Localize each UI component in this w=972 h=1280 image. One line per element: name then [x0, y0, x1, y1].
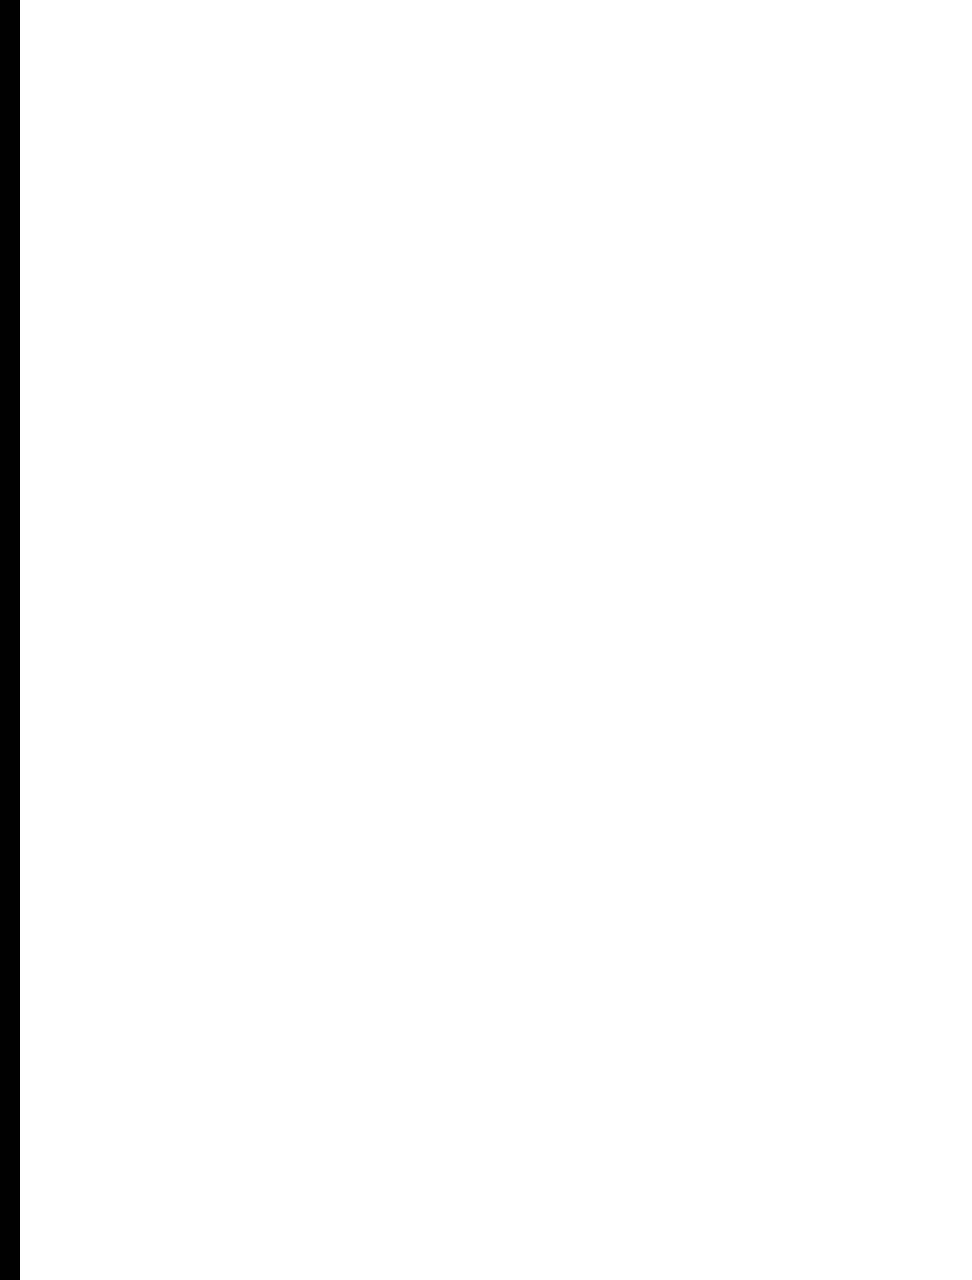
- document-page: [20, 0, 972, 1280]
- left-edge-bar: [0, 0, 20, 1280]
- rde-chart: [530, 250, 950, 630]
- two-electron-line: [145, 192, 167, 216]
- four-electron-line: [145, 216, 163, 240]
